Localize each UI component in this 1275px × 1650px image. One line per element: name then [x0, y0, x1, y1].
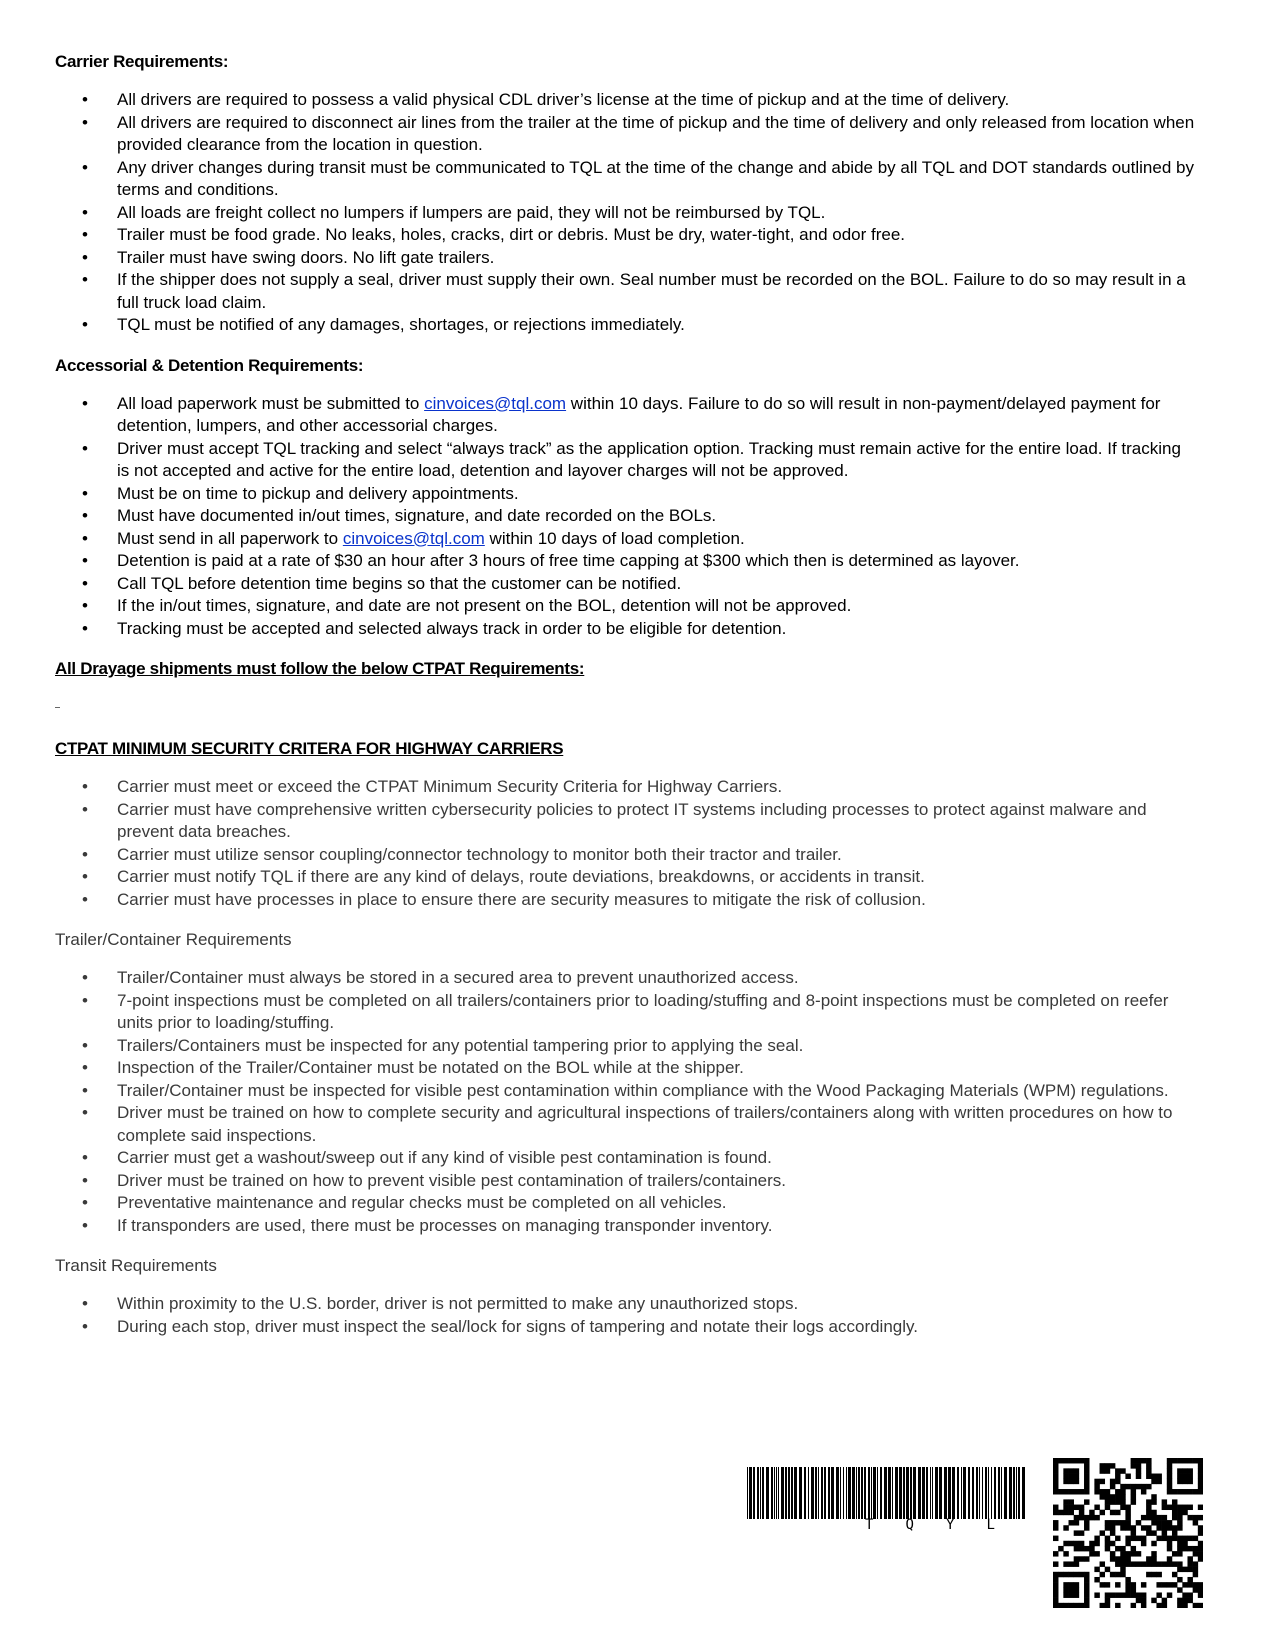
list-item: • Must be on time to pickup and delivery appointments.	[55, 483, 1195, 506]
qr-code	[1053, 1458, 1203, 1608]
accessorial-list	[55, 393, 1195, 641]
list-item: • Driver must be trained on how to prevent visible pest contamination of trailers/containers.	[55, 1170, 1195, 1193]
item-text: All load paperwork must be submitted to	[117, 393, 425, 413]
ctpat-heading: CTPAT MINIMUM SECURITY CRITERA FOR HIGHWAY CARRIERS	[55, 739, 564, 758]
invoice-email-link[interactable]: cinvoices@tql.com	[342, 528, 485, 548]
barcode-char: L	[986, 1517, 995, 1533]
barcode-bars	[745, 1467, 1030, 1519]
list-item: • TQL must be notified of any damages, shortages, or rejections immediately.	[55, 314, 1195, 337]
trailer-list	[55, 967, 1195, 1237]
item-text: within 10 days of load completion.	[484, 528, 745, 548]
barcode-char: Q	[905, 1517, 914, 1533]
transit-list	[55, 1293, 1195, 1338]
list-item	[55, 528, 1195, 551]
list-item: • Preventative maintenance and regular checks must be completed on all vehicles.	[55, 1192, 1195, 1215]
list-item: • Driver must be trained on how to complete security and agricultural inspections of trailers/containers along with written procedures on how to complete said inspections.	[55, 1102, 1195, 1147]
barcode-text	[865, 1517, 995, 1533]
item-text: within 10 days. Failure to do so will result in non-payment/delayed payment for detention, lumpers, and other accessorial charges.	[117, 393, 1161, 435]
list-item: • Carrier must get a washout/sweep out if any kind of visible pest contamination is found.	[55, 1147, 1195, 1170]
list-item: • If transponders are used, there must be processes on managing transponder inventory.	[55, 1215, 1195, 1238]
carrier-requirements-list	[55, 89, 1195, 337]
list-item: • Carrier must notify TQL if there are any kind of delays, route deviations, breakdowns, or accidents in transit.	[55, 866, 1195, 889]
list-item: • Detention is paid at a rate of $30 an hour after 3 hours of free time capping at $300 which then is determined as layover.	[55, 550, 1195, 573]
list-item: • Trailer must have swing doors. No lift gate trailers.	[55, 247, 1195, 270]
accessorial-heading: Accessorial & Detention Requirements:	[55, 355, 364, 375]
list-item: • 7-point inspections must be completed on all trailers/containers prior to loading/stuffing and 8-point inspections must be completed on reefer units prior to loading/stuffing.	[55, 990, 1195, 1035]
list-item: • Carrier must have comprehensive written cybersecurity policies to protect IT systems including processes to protect against malware and prevent data breaches.	[55, 799, 1195, 844]
list-item: • Carrier must have processes in place to ensure there are security measures to mitigate the risk of collusion.	[55, 889, 1195, 912]
list-item: • Any driver changes during transit must be communicated to TQL at the time of the change and abide by all TQL and DOT standards outlined by terms and conditions.	[55, 157, 1195, 202]
list-item: • Driver must accept TQL tracking and select “always track” as the application option. Tracking must remain active for the entire load. If tracking is not accepted and active for the entire load, detention and layover charges will not be approved.	[55, 438, 1195, 483]
trailer-heading: Trailer/Container Requirements	[55, 930, 292, 949]
list-item: • Carrier must meet or exceed the CTPAT Minimum Security Criteria for Highway Carriers.	[55, 776, 1195, 799]
barcode-char: Y	[946, 1517, 955, 1533]
list-item: • Inspection of the Trailer/Container must be notated on the BOL while at the shipper.	[55, 1057, 1195, 1080]
drayage-heading: All Drayage shipments must follow the below CTPAT Requirements:	[55, 659, 585, 678]
barcode	[745, 1467, 1030, 1537]
list-item: • All loads are freight collect no lumpers if lumpers are paid, they will not be reimbursed by TQL.	[55, 202, 1195, 225]
list-item: • All drivers are required to disconnect air lines from the trailer at the time of pickup and the time of delivery and only released from location when provided clearance from the location in question.	[55, 112, 1195, 157]
ctpat-list	[55, 776, 1195, 911]
list-item: • During each stop, driver must inspect the seal/lock for signs of tampering and notate their logs accordingly.	[55, 1316, 1195, 1339]
list-item: • Call TQL before detention time begins so that the customer can be notified.	[55, 573, 1195, 596]
transit-heading: Transit Requirements	[55, 1256, 217, 1275]
list-item: • If the shipper does not supply a seal, driver must supply their own. Seal number must be recorded on the BOL. Failure to do so may result in a full truck load claim.	[55, 269, 1195, 314]
item-text: Must send in all paperwork to	[117, 528, 343, 548]
list-item	[55, 393, 1195, 438]
list-item: • If the in/out times, signature, and date are not present on the BOL, detention will not be approved.	[55, 595, 1195, 618]
list-item: • Trailers/Containers must be inspected for any potential tampering prior to applying the seal.	[55, 1035, 1195, 1058]
list-item: • Trailer/Container must be inspected for visible pest contamination within compliance with the Wood Packaging Materials (WPM) regulations.	[55, 1080, 1195, 1103]
invoice-email-link[interactable]: cinvoices@tql.com	[424, 393, 567, 413]
barcode-char: T	[865, 1517, 874, 1533]
list-item: • Trailer/Container must always be stored in a secured area to prevent unauthorized access.	[55, 967, 1195, 990]
list-item: • All drivers are required to possess a valid physical CDL driver’s license at the time of pickup and at the time of delivery.	[55, 89, 1195, 112]
list-item: • Carrier must utilize sensor coupling/connector technology to monitor both their tractor and trailer.	[55, 844, 1195, 867]
document-page	[55, 52, 1195, 1338]
list-item: • Within proximity to the U.S. border, driver is not permitted to make any unauthorized stops.	[55, 1293, 1195, 1316]
carrier-requirements-heading: Carrier Requirements:	[55, 52, 229, 71]
list-item: • Must have documented in/out times, signature, and date recorded on the BOLs.	[55, 505, 1195, 528]
list-item: • Trailer must be food grade. No leaks, holes, cracks, dirt or debris. Must be dry, water-tight, and odor free.	[55, 224, 1195, 247]
list-item: • Tracking must be accepted and selected always track in order to be eligible for detention.	[55, 618, 1195, 641]
